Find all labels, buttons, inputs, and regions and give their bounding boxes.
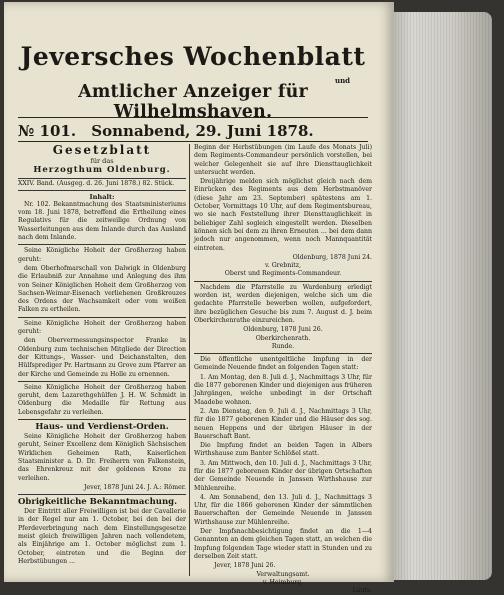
divider bbox=[18, 419, 186, 420]
impf-item-4: 4. Am Sonnabend, den 13. Juli d. J., Nachmittags 3 Uhr, für die 1866 geborenen Kinder der sämmtlichen Bauerschaften der Gemeinde Neuende in Janssen Wirthshause zur Mühlenreihe. bbox=[194, 493, 372, 526]
herzogthum-heading: Herzogthum Oldenburg. bbox=[33, 165, 171, 176]
issue-line bbox=[18, 122, 368, 140]
sign-name-4: Lauts. bbox=[352, 587, 372, 595]
obrigkeit-heading: Obrigkeitliche Bekanntmachung. bbox=[18, 497, 178, 508]
impf-item-1: 1. Am Montag, den 8. Juli d. J., Nachmittags 3 Uhr, für die 1877 geborenen Kinder und diejenigen aus früheren Jahrgängen, welche unbedingt in der Ortschaft Maadebe wohnen. bbox=[194, 373, 372, 406]
orden-heading: Haus- und Verdienst-Orden. bbox=[35, 422, 169, 433]
impf-item-2: 2. Am Dienstag, den 9. Juli d. J., Nachmittags 3 Uhr, für die 1877 geborenen Kinder und die Häuser des sog. neuen Heppens und der übrigen Häuser in der Bauerschaft Bant. bbox=[194, 407, 372, 440]
band-meta: XXIV. Band. (Ausgeg. d. 26. Juni 1878.) 82. Stück. bbox=[18, 178, 186, 190]
sign-name-3: v. Heimburg. bbox=[262, 578, 304, 586]
obrigkeit-text: Der Eintritt aller Freiwilligen ist bei der Cavallerie in der Regel nur am 1. October, bei den bei der Pferdeverbringung nach dem Einstellungsgesetze meist gleich freiwilligen Jahren nach vollendetem, als Einjährige am 1. October möglichst zum 1. October, eintreten und die Beginn der Herbstübungen ... bbox=[18, 508, 186, 565]
sign-title-3: Verwaltungsamt. bbox=[256, 570, 310, 578]
impf-nach: Der Impfsnachbesichtigung findet an die 1—4 Genannten an dem gleichen Tagen statt, an welchen die Impfung folgenden Tage wieder statt in Stunden und zu derselben Zeit statt. bbox=[194, 528, 372, 560]
notice-5: Seine Königliche Hoheit der Großherzog haben geruht, dem Lazarethgehülfen J. H. W. Schmidt in Oldenburg die Medaille für Rettung aus Lebensgefahr zu verleihen. bbox=[18, 383, 186, 416]
issue-number: № 101. bbox=[18, 122, 77, 140]
masthead-und: und bbox=[335, 76, 351, 85]
notice-1: Seine Königliche Hoheit der Großherzog haben geruht: bbox=[18, 247, 186, 263]
divider bbox=[18, 244, 186, 245]
sign-date-1: Oldenburg, 1878 Juni 24. bbox=[292, 253, 372, 261]
impf-note: Die Impfung findet an beiden Tagen in Albers Wirthshause zum Banter Schlößel statt. bbox=[194, 442, 372, 458]
divider bbox=[18, 494, 186, 495]
impf-item-3: 3. Am Mittwoch, den 10. Juli d. J., Nachmittags 3 Uhr, für die 1877 geborenen Kinder der übrigen Ortschaften der Gemeinde Neuende in Janssen Wirthshause zur Mühlenreihe. bbox=[194, 459, 372, 492]
divider bbox=[18, 317, 186, 318]
gesetzblatt-fuer: für das bbox=[90, 157, 114, 165]
column-divider bbox=[189, 144, 190, 576]
rule-top bbox=[18, 117, 368, 118]
masthead-title: Jeversches Wochenblatt bbox=[20, 42, 366, 71]
sign-date-2: Oldenburg, 1878 Juni 26. bbox=[243, 326, 323, 334]
divider bbox=[18, 381, 186, 382]
sign-title-1: Oberst und Regiments-Commandeur. bbox=[224, 270, 342, 278]
notice-2: dem Oberhofmarschall von Dalwigk in Oldenburg die Erlaubniß zur Annahme und Anlegung des ihm von Seiner Königlichen Hoheit dem Großherzog von Sachsen-Weimar-Eisenach verliehenen Großkreuzes des Ordens der Wachsamkeit oder vom weißen Falken zu ertheilen. bbox=[18, 264, 186, 314]
page-edges bbox=[392, 12, 492, 580]
rule-bottom bbox=[18, 141, 368, 142]
sign-name-2: Runde. bbox=[271, 342, 295, 350]
gesetzblatt-title: Gesetzblatt bbox=[52, 143, 152, 157]
orden-sign: Jever, 1878 Juni 24. J. A.: Römer. bbox=[83, 483, 186, 491]
notice-4: den Obervermessungsinspector Franke in Oldenburg zum technischen Mitgliede der Direction der Kittungs-, Wasser- und Deichanstalten, den Hülfsprediger Pr. Hartmann zu Grove zum Pfarrer an der Kirche und Gemeinde zu Holle zu ernennen. bbox=[18, 337, 186, 378]
left-column bbox=[18, 144, 186, 582]
right-para-2: Dreijährige melden sich möglichst gleich nach dem Einrücken des Regiments aus dem Herbstmanöver (diese Jahr am 23. September) spätestens am 1. October, Vormittags 10 Uhr, auf dem Regimentsbureau, wo sie nach Feststellung ihrer Diensttauglichkeit in beliebiger Zahl sogleich eingestellt werden. Dieselben können sich bei dem zu ihren Erneuten ... bei dem dann jedoch nur angenommen, wenn noch Mannquantität eintreten. bbox=[194, 178, 372, 252]
right-column bbox=[194, 144, 372, 595]
divider bbox=[194, 353, 372, 354]
orden-text: Seine Königliche Hoheit der Großherzog haben geruht, Seiner Excellenz dem Königlich Sächsischen Wirklichen Geheimen Rath, Kaiserlichen Staatsminister a. D. Dr. Freiherrn von Falkenstein, das Ehrenkreuz mit der goldenen Krone zu verleihen. bbox=[18, 433, 186, 482]
right-top-text: Beginn der Herbstübungen (im Laufe des Monats Juli) dem Regiments-Commandeur persönlich vorstellen, bei welcher Gelegenheit sie auf ihre Diensttauglichkeit untersucht werden. bbox=[194, 144, 372, 176]
sign-name-1: v. Grebnitz, bbox=[265, 262, 301, 270]
sign-date-3: Jever, 1878 Juni 26. bbox=[214, 562, 276, 570]
right-para-3: Nachdem die Pfarrstelle zu Wardenburg erledigt worden ist, werden diejenigen, welche sich um die gedachte Pfarrstelle bewerben wollen, aufgefordert, ihre bezüglichen Gesuche bis zum 7. August d. J. beim Oberkirchenrathe einzureichen. bbox=[194, 283, 372, 324]
divider bbox=[194, 281, 372, 282]
newspaper-page bbox=[4, 2, 394, 595]
masthead-subtitle: Amtlicher Anzeiger für Wilhelmshaven. bbox=[78, 82, 308, 122]
inhalt-text: Nr. 102. Bekanntmachung des Staatsministeriums vom 18. Juni 1878, betreffend die Ertheilung eines Regulativs für die zeitweilige Ordnung von Wasserleitungen aus dem Inlande durch das Ausland nach dem Inlande. bbox=[18, 200, 186, 242]
impf-intro: Die öffentliche unentgeltliche Impfung in der Gemeinde Neuende findet an folgenden Tagen statt: bbox=[194, 356, 372, 372]
page-stack-edge bbox=[392, 12, 492, 580]
inhalt-heading: Inhalt: bbox=[89, 192, 115, 201]
sign-title-2: Oberkirchenrath. bbox=[255, 334, 311, 342]
issue-date: Sonnabend, 29. Juni 1878. bbox=[91, 122, 314, 140]
notice-3: Seine Königliche Hoheit der Großherzog haben geruht: bbox=[18, 319, 186, 336]
